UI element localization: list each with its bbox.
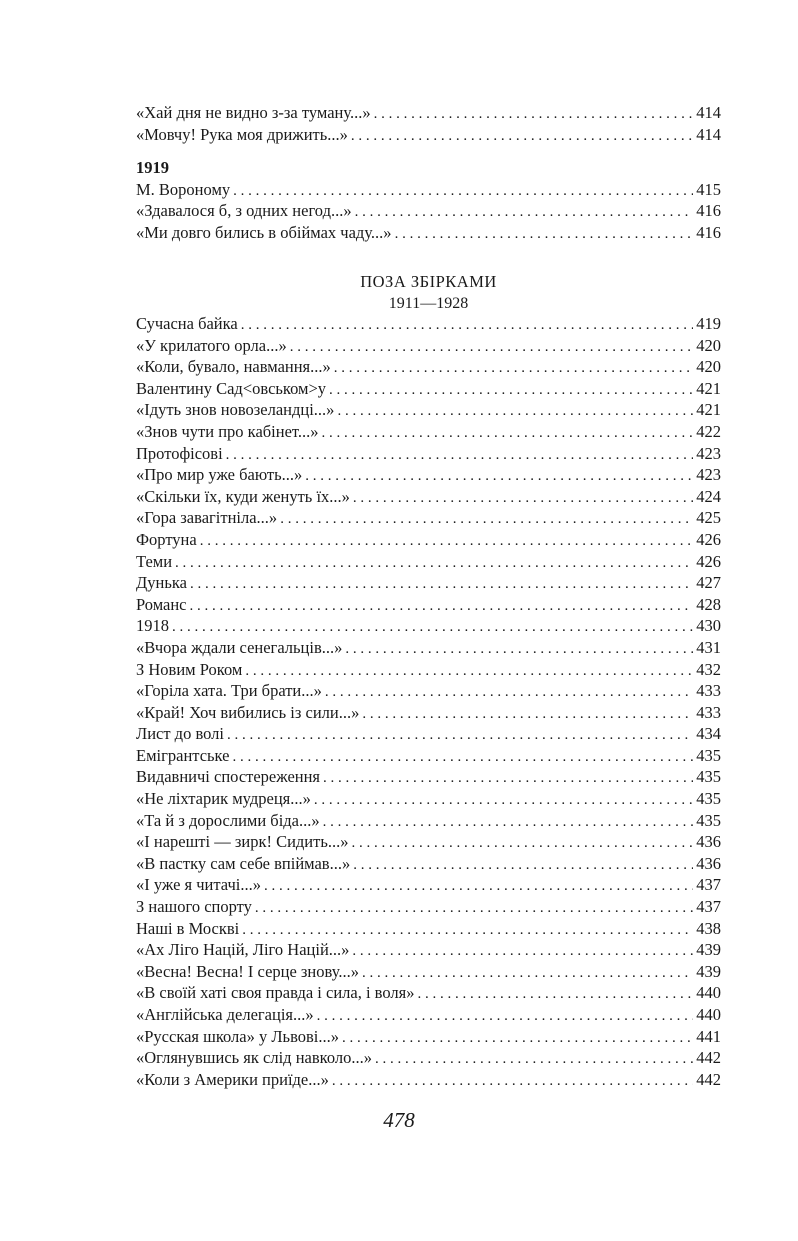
- toc-entry: [136, 853, 721, 875]
- toc-entry-title: Сучасна байка: [136, 314, 238, 333]
- dot-leader: [362, 704, 693, 726]
- dot-leader: [255, 898, 693, 920]
- toc-entry-page: 437: [696, 897, 721, 917]
- toc-entry-page: 433: [696, 702, 721, 722]
- dot-leader: [352, 941, 693, 963]
- toc-entry-title: «Та й з дорослими біда...»: [136, 810, 320, 830]
- dot-leader: [241, 315, 694, 337]
- toc-entry-page: 433: [696, 681, 721, 701]
- toc-entry-title: «Ми довго бились в обіймах чаду...»: [136, 222, 392, 242]
- dot-leader: [323, 812, 694, 834]
- section-entry-list: [136, 313, 721, 1090]
- toc-entry-title: «Хай дня не видно з-за туману...»: [136, 103, 371, 122]
- dot-leader: [337, 401, 693, 423]
- dot-leader: [232, 747, 693, 769]
- toc-entry: [136, 399, 721, 421]
- toc-entry-title: «Знов чути про кабінет...»: [136, 421, 319, 441]
- toc-entry-page: 414: [696, 124, 721, 144]
- toc-entry: [136, 745, 721, 767]
- toc-entry-page: 423: [696, 465, 721, 485]
- toc-entry: [136, 313, 721, 335]
- toc-entry-title: «Гора завагітніла...»: [136, 508, 278, 528]
- toc-entry-title: «Край! Хоч вибились із сили...»: [136, 702, 360, 722]
- year-heading: 1919: [136, 158, 169, 177]
- toc-entry: [136, 200, 721, 222]
- toc-entry-page: 427: [696, 573, 721, 593]
- toc-entry-page: 426: [696, 529, 721, 549]
- toc-entry-page: 439: [696, 940, 721, 960]
- toc-entry-page: 437: [696, 875, 721, 895]
- toc-entry: [136, 335, 721, 357]
- toc-entry-title: Видавничі спостереження: [136, 767, 321, 787]
- toc-entry: [136, 464, 721, 486]
- dot-leader: [227, 725, 693, 747]
- toc-entry: [136, 702, 721, 724]
- dot-leader: [362, 963, 693, 985]
- toc-entry-title: «Горіла хата. Три брати...»: [136, 681, 322, 701]
- dot-leader: [305, 466, 693, 488]
- toc-entry-title: Протофісові: [136, 443, 223, 463]
- dot-leader: [329, 380, 693, 402]
- toc-entry-page: 431: [696, 637, 721, 657]
- dot-leader: [200, 531, 694, 553]
- toc-entry-page: 415: [696, 179, 721, 199]
- dot-leader: [226, 445, 694, 467]
- toc-entry: [136, 529, 721, 551]
- toc-entry-page: 423: [696, 443, 721, 463]
- toc-entry-title: «У крилатого орла...»: [136, 335, 287, 355]
- toc-entry: [136, 982, 721, 1004]
- toc-entry-page: 424: [696, 486, 721, 506]
- toc-entry: [136, 918, 721, 940]
- toc-entry-title: «Вчора ждали сенегальців...»: [136, 637, 343, 657]
- toc-entry-title: «Здавалося б, з одних негод...»: [136, 201, 352, 221]
- dot-leader: [280, 509, 693, 531]
- dot-leader: [264, 876, 693, 898]
- dot-leader: [233, 181, 693, 203]
- toc-entry-page: 420: [696, 335, 721, 355]
- toc-entry: [136, 124, 721, 146]
- dot-leader: [374, 104, 694, 126]
- toc-entry: [136, 810, 721, 832]
- toc-entry-page: 416: [696, 222, 721, 242]
- toc-top-group: [136, 102, 721, 145]
- dot-leader: [351, 126, 693, 148]
- toc-entry: [136, 615, 721, 637]
- toc-entry-page: 419: [696, 314, 721, 333]
- toc-entry: [136, 1069, 721, 1091]
- toc-entry-page: 435: [696, 789, 721, 809]
- toc-entry: [136, 551, 721, 573]
- dot-leader: [245, 661, 693, 683]
- dot-leader: [317, 1006, 694, 1028]
- dot-leader: [322, 423, 694, 445]
- toc-entry: [136, 788, 721, 810]
- toc-entry: [136, 421, 721, 443]
- toc-entry-title: «Про мир уже бають...»: [136, 465, 303, 485]
- toc-entry-title: «Коли з Америки приїде...»: [136, 1069, 329, 1089]
- toc-entry-title: Теми: [136, 551, 173, 571]
- section-title: ПОЗА ЗБІРКАМИ: [360, 272, 497, 291]
- toc-entry-title: «Ідуть знов новозеландці...»: [136, 400, 335, 420]
- toc-entry-page: 436: [696, 853, 721, 873]
- toc-entry-title: «І нарешті — зирк! Сидить...»: [136, 832, 349, 852]
- toc-entry-title: «Мовчу! Рука моя дрижить...»: [136, 124, 348, 144]
- toc-entry-title: З нашого спорту: [136, 897, 252, 917]
- toc-entry-title: Фортуна: [136, 529, 197, 549]
- toc-entry-title: «І уже я читачі...»: [136, 875, 261, 895]
- toc-entry-title: З Новим Роком: [136, 659, 243, 679]
- dot-leader: [175, 553, 693, 575]
- toc-entry-page: 416: [696, 201, 721, 221]
- toc-entry: [136, 443, 721, 465]
- toc-entry-page: 436: [696, 832, 721, 852]
- toc-entry: [136, 680, 721, 702]
- dot-leader: [355, 202, 694, 224]
- dot-leader: [323, 768, 693, 790]
- dot-leader: [353, 855, 693, 877]
- toc-entry: [136, 222, 721, 244]
- toc-entry: [136, 766, 721, 788]
- dot-leader: [334, 358, 693, 380]
- toc-entry-page: 421: [696, 400, 721, 420]
- dot-leader: [345, 639, 693, 661]
- toc-entry: [136, 659, 721, 681]
- toc-entry-title: 1918: [136, 616, 169, 636]
- dot-leader: [190, 574, 693, 596]
- toc-entry-page: 435: [696, 810, 721, 830]
- toc-entry: [136, 486, 721, 508]
- toc-entry-page: 442: [696, 1069, 721, 1089]
- toc-entry-title: «Весна! Весна! І серце знову...»: [136, 961, 359, 981]
- dot-leader: [242, 920, 693, 942]
- toc-entry: [136, 723, 721, 745]
- dot-leader: [352, 833, 694, 855]
- toc-entry: [136, 896, 721, 918]
- toc-entry-title: «Ах Ліго Націй, Ліго Націй...»: [136, 940, 350, 960]
- dot-leader: [342, 1028, 693, 1050]
- toc-entry-title: «Оглянувшись як слід навколо...»: [136, 1048, 372, 1068]
- dot-leader: [190, 596, 694, 618]
- dot-leader: [332, 1071, 693, 1093]
- toc-entry-title: «В пастку сам себе впіймав...»: [136, 853, 351, 873]
- toc-entry: [136, 378, 721, 400]
- toc-entry-page: 428: [696, 594, 721, 614]
- toc-entry-title: «В своїй хаті своя правда і сила, і воля»: [136, 983, 415, 1003]
- toc-entry: [136, 637, 721, 659]
- toc-entry-page: 421: [696, 378, 721, 398]
- toc-entry-page: 440: [696, 1005, 721, 1024]
- toc-entry-page: 435: [696, 745, 721, 765]
- toc-entry: [136, 939, 721, 961]
- toc-entry-title: Валентину Сад<овськом>у: [136, 378, 327, 398]
- toc-entry: [136, 961, 721, 983]
- toc-entry-title: «Не ліхтарик мудреця...»: [136, 789, 311, 809]
- toc-entry-page: 425: [696, 508, 721, 528]
- toc-entry-page: 432: [696, 659, 721, 679]
- toc-entry-page: 439: [696, 961, 721, 981]
- dot-leader: [395, 224, 694, 246]
- section-header: [136, 271, 721, 314]
- toc-entry-title: Наші в Москві: [136, 918, 240, 938]
- toc-entry: [136, 1004, 721, 1026]
- toc-entry: [136, 356, 721, 378]
- toc-entry-page: 420: [696, 357, 721, 377]
- toc-entry: [136, 831, 721, 853]
- toc-entry-title: «Скільки їх, куди женуть їх...»: [136, 486, 350, 506]
- toc-entry: [136, 874, 721, 896]
- dot-leader: [314, 790, 693, 812]
- dot-leader: [417, 984, 693, 1006]
- toc-entry-page: 440: [696, 983, 721, 1003]
- toc-entry-page: 435: [696, 767, 721, 787]
- toc-entry-page: 434: [696, 724, 721, 744]
- toc-entry: [136, 507, 721, 529]
- toc-entry: [136, 102, 721, 124]
- toc-entry: [136, 1047, 721, 1069]
- toc-entry-title: Лист до волі: [136, 724, 224, 744]
- toc-entry-page: 430: [696, 616, 721, 636]
- toc-entry-title: «Коли, бувало, навмання...»: [136, 357, 331, 377]
- toc-entry-page: 426: [696, 551, 721, 571]
- dot-leader: [325, 682, 693, 704]
- toc-entry-page: 442: [696, 1048, 721, 1068]
- toc-entry-page: 438: [696, 918, 721, 938]
- page-number: 478: [383, 1108, 415, 1132]
- toc-entry: [136, 1026, 721, 1048]
- toc-entry-title: «Русская школа» у Львові...»: [136, 1026, 339, 1046]
- section-years: 1911—1928: [388, 294, 469, 312]
- dot-leader: [172, 617, 693, 639]
- toc-entry: [136, 179, 721, 201]
- toc-entry-page: 441: [696, 1026, 721, 1046]
- toc-entry-title: Романс: [136, 594, 187, 614]
- dot-leader: [375, 1049, 693, 1071]
- dot-leader: [290, 337, 694, 359]
- dot-leader: [353, 488, 693, 510]
- toc-entry-page: 414: [696, 103, 721, 122]
- toc-year-1919-group: [136, 157, 721, 243]
- toc-entry-title: М. Вороному: [136, 179, 231, 199]
- toc-entry-title: Емігрантське: [136, 745, 230, 765]
- toc-entry-title: «Англійська делегація...»: [136, 1005, 314, 1024]
- toc-entry-title: Дунька: [136, 573, 187, 593]
- toc-entry: [136, 572, 721, 594]
- toc-entry-page: 422: [696, 421, 721, 441]
- toc-entry: [136, 594, 721, 616]
